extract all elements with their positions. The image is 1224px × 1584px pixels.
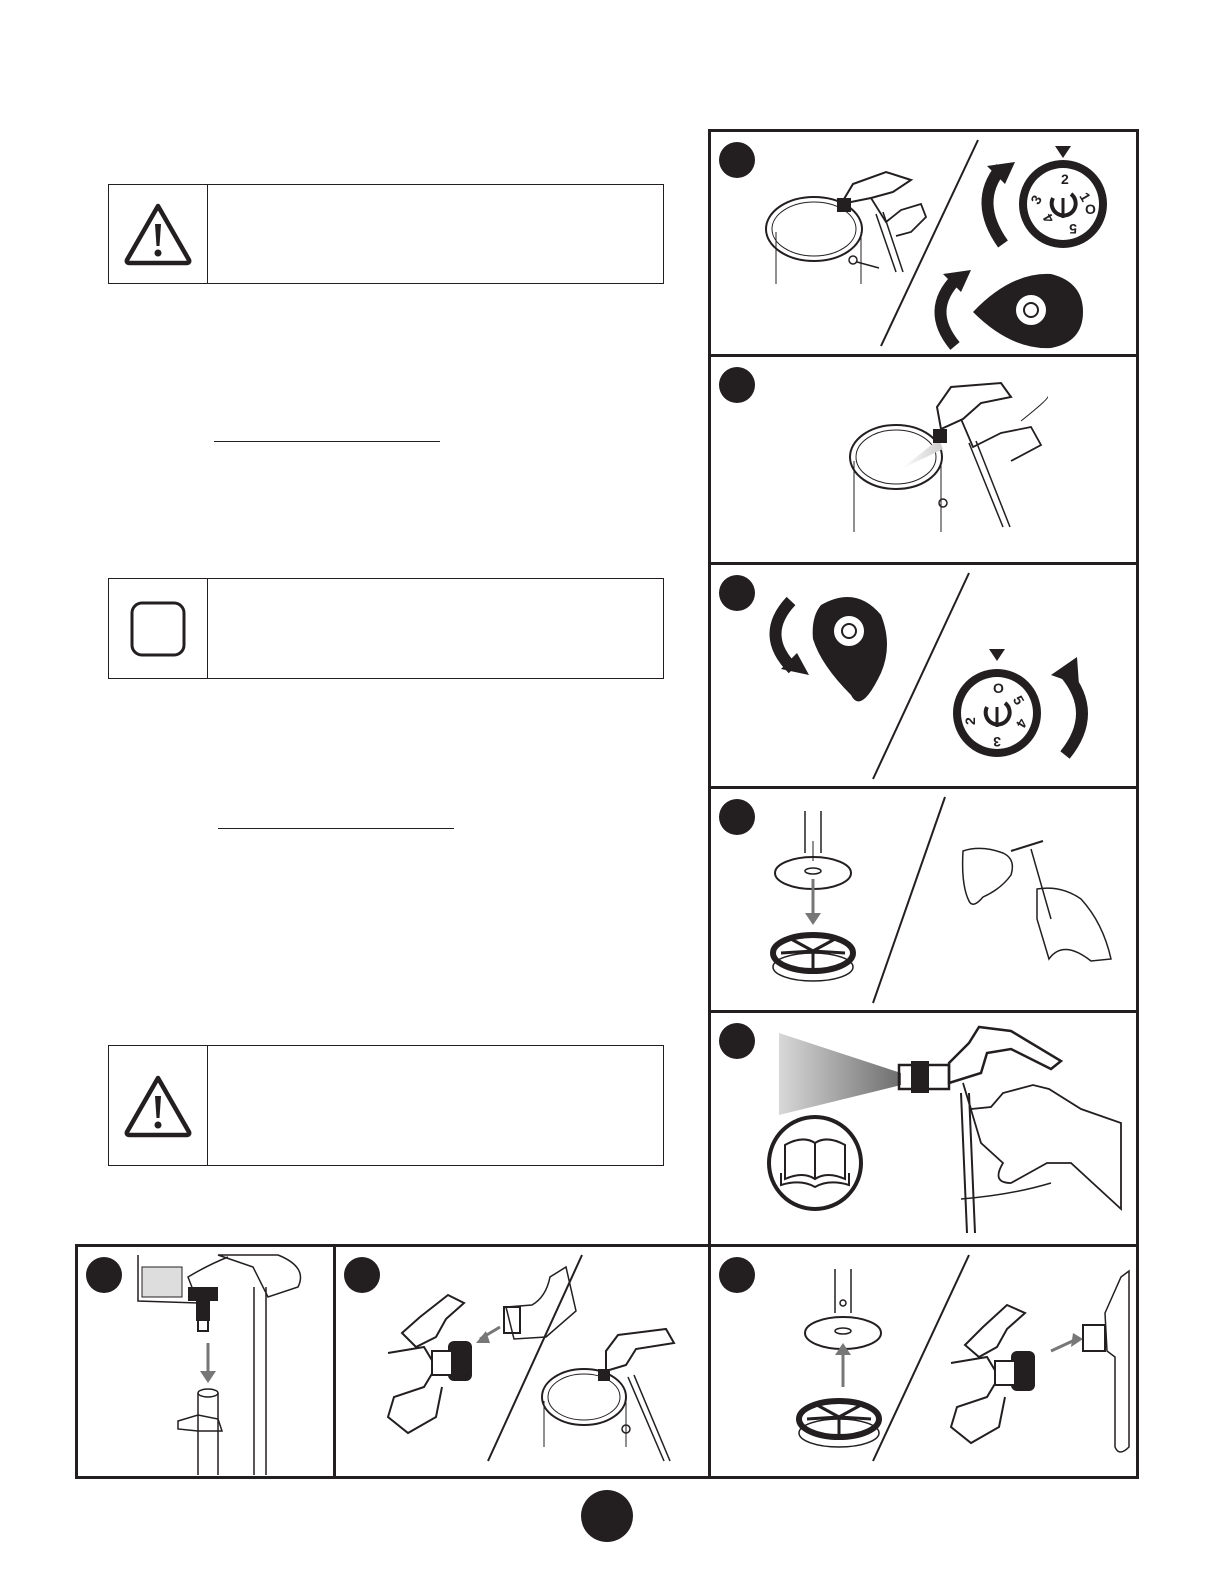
warning-icon-cell <box>109 1046 208 1165</box>
dial-b-label: 4 <box>1013 716 1031 731</box>
dial-a-label: 4 <box>1039 211 1058 226</box>
dial-b-label: 2 <box>962 717 978 725</box>
dial-a-label: 3 <box>1027 192 1045 207</box>
dial-a-label: O <box>1085 201 1096 217</box>
warning-box-1 <box>108 184 664 284</box>
step-badge <box>344 1257 380 1293</box>
figure-panel-b <box>711 357 1136 562</box>
step-badge <box>719 1257 755 1293</box>
warning-icon-cell <box>109 185 208 283</box>
warning-box-2 <box>108 1045 664 1166</box>
dial-a-label: 1 <box>1076 189 1095 205</box>
step-badge <box>86 1257 122 1293</box>
step-badge <box>719 142 755 178</box>
figure-panel-c <box>711 565 1136 786</box>
page-number-badge <box>581 1490 633 1542</box>
step-badge <box>719 575 755 611</box>
step-badge <box>719 367 755 403</box>
step-badge <box>719 1023 755 1059</box>
figure-panel-d <box>711 789 1136 1010</box>
figure-panel-e <box>711 1013 1136 1244</box>
dial-b-label: O <box>993 680 1004 696</box>
figure-panel-bottom-1 <box>78 1247 333 1476</box>
underline-rule-1 <box>214 441 440 442</box>
dial-b-label: 3 <box>993 734 1001 750</box>
note-icon-cell <box>109 579 208 678</box>
figure-panel-bottom-3 <box>711 1247 1136 1476</box>
underline-rule-2 <box>218 828 454 829</box>
dial-a-label: 2 <box>1061 171 1069 187</box>
warning-triangle-icon <box>123 1074 193 1138</box>
note-square-icon <box>128 599 188 659</box>
warning-triangle-icon <box>123 202 193 266</box>
dial-b-label: 5 <box>1009 692 1028 708</box>
note-box <box>108 578 664 679</box>
figure-panel-bottom-2 <box>336 1247 708 1476</box>
dial-a-label: 5 <box>1069 221 1077 237</box>
step-badge <box>719 799 755 835</box>
figure-panel-a <box>711 132 1136 354</box>
